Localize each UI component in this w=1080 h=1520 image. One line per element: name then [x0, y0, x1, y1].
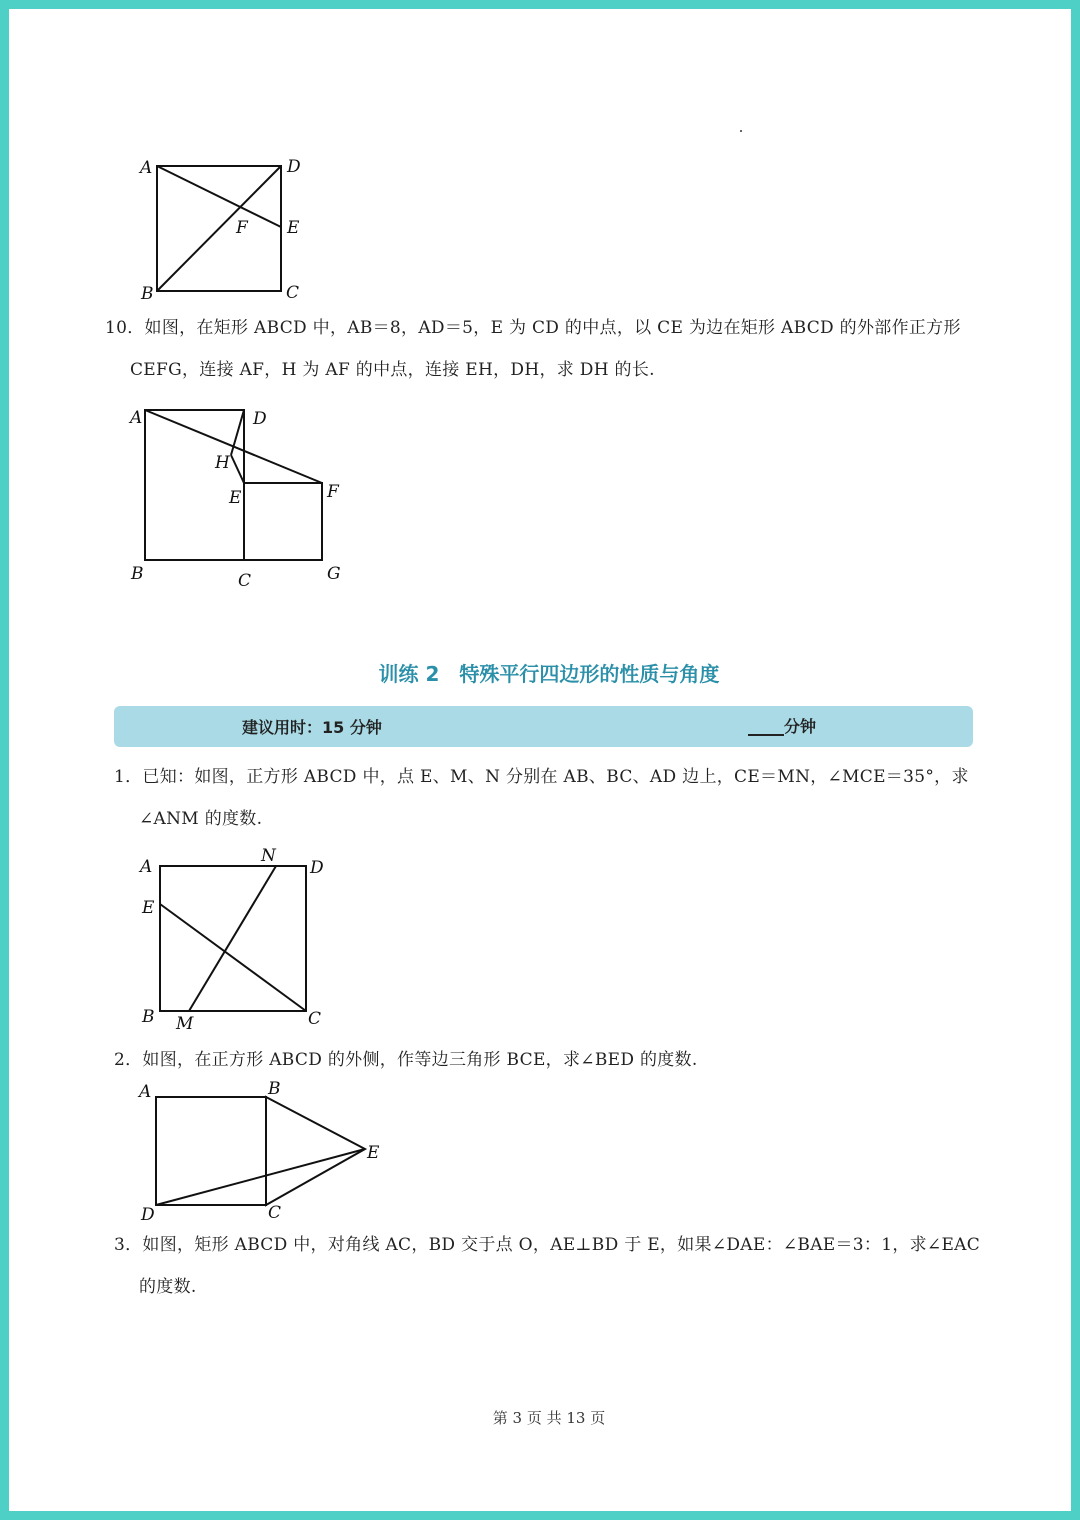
q10-label-d: D: [253, 409, 267, 429]
p2-label-e: E: [367, 1143, 380, 1163]
q10-text-line2: CEFG，连接 AF，H 为 AF 的中点，连接 EH，DH，求 DH 的长.: [130, 360, 655, 380]
q10-text-line1: 10．如图，在矩形 ABCD 中，AB＝8，AD＝5，E 为 CD 的中点，以 CE 为边在矩形 ABCD 的外部作正方形: [105, 318, 961, 338]
p1-label-a: A: [140, 857, 153, 877]
page-footer: 第 3 页 共 13 页: [492, 1409, 606, 1427]
q9-label-a: A: [140, 158, 153, 178]
q10-label-c: C: [238, 571, 252, 591]
p1-segment-mn: [189, 866, 276, 1011]
p3-text-line2: 的度数.: [139, 1277, 197, 1297]
p1-text-line1: 1．已知：如图，正方形 ABCD 中，点 E、M、N 分别在 AB、BC、AD 边上，CE＝MN，∠MCE＝35°，求: [114, 767, 969, 787]
p2-triangle-bce: [266, 1097, 365, 1205]
q10-label-b: B: [131, 564, 144, 584]
q10-segment-eh: [231, 455, 244, 483]
p2-square: [156, 1097, 266, 1205]
q9-label-c: C: [286, 283, 300, 303]
p3-text-line1: 3．如图，矩形 ABCD 中，对角线 AC，BD 交于点 O，AE⊥BD 于 E，如果∠DAE：∠BAE＝3：1，求∠EAC: [114, 1235, 981, 1255]
section-title: 训练 2 特殊平行四边形的性质与角度: [378, 662, 720, 686]
q10-label-g: G: [327, 564, 341, 584]
q10-label-h: H: [215, 453, 230, 473]
stray-dot: [740, 130, 742, 132]
actual-time: [748, 714, 816, 737]
p2-label-d: D: [141, 1205, 155, 1225]
p1-label-e: E: [142, 898, 155, 918]
p1-segment-ec: [160, 904, 306, 1011]
q10-label-a: A: [130, 408, 143, 428]
figure-q9: [129, 149, 319, 309]
q9-label-f: F: [236, 218, 248, 238]
q10-rectangle-abcd: [145, 410, 244, 560]
suggested-time: 建议用时：15 分钟: [242, 718, 382, 737]
p1-label-m: M: [176, 1014, 194, 1034]
q9-label-d: D: [287, 157, 301, 177]
p1-label-d: D: [310, 858, 324, 878]
figure-p1: [129, 844, 349, 1034]
q9-label-b: B: [141, 284, 154, 304]
figure-q10: [129, 399, 369, 599]
q9-diagonal-bd: [157, 166, 281, 291]
actual-time-blank[interactable]: [748, 734, 784, 736]
p1-label-n: N: [261, 846, 276, 866]
p1-label-c: C: [308, 1009, 322, 1029]
q9-segment-ae: [157, 166, 281, 227]
q10-label-e: E: [229, 488, 242, 508]
p1-label-b: B: [142, 1007, 155, 1027]
q9-label-e: E: [287, 218, 300, 238]
q10-label-f: F: [327, 482, 339, 502]
actual-time-unit: 分钟: [784, 717, 817, 736]
figure-p2: [129, 1077, 389, 1227]
q10-square-cefg: [244, 483, 322, 560]
p2-segment-de: [156, 1149, 365, 1205]
p2-label-c: C: [268, 1203, 282, 1223]
time-bar: [114, 706, 973, 747]
p2-label-a: A: [139, 1082, 152, 1102]
p1-text-line2: ∠ANM 的度数.: [139, 809, 263, 829]
p2-text-line1: 2．如图，在正方形 ABCD 的外侧，作等边三角形 BCE，求∠BED 的度数.: [114, 1050, 698, 1070]
p2-label-b: B: [268, 1079, 281, 1099]
